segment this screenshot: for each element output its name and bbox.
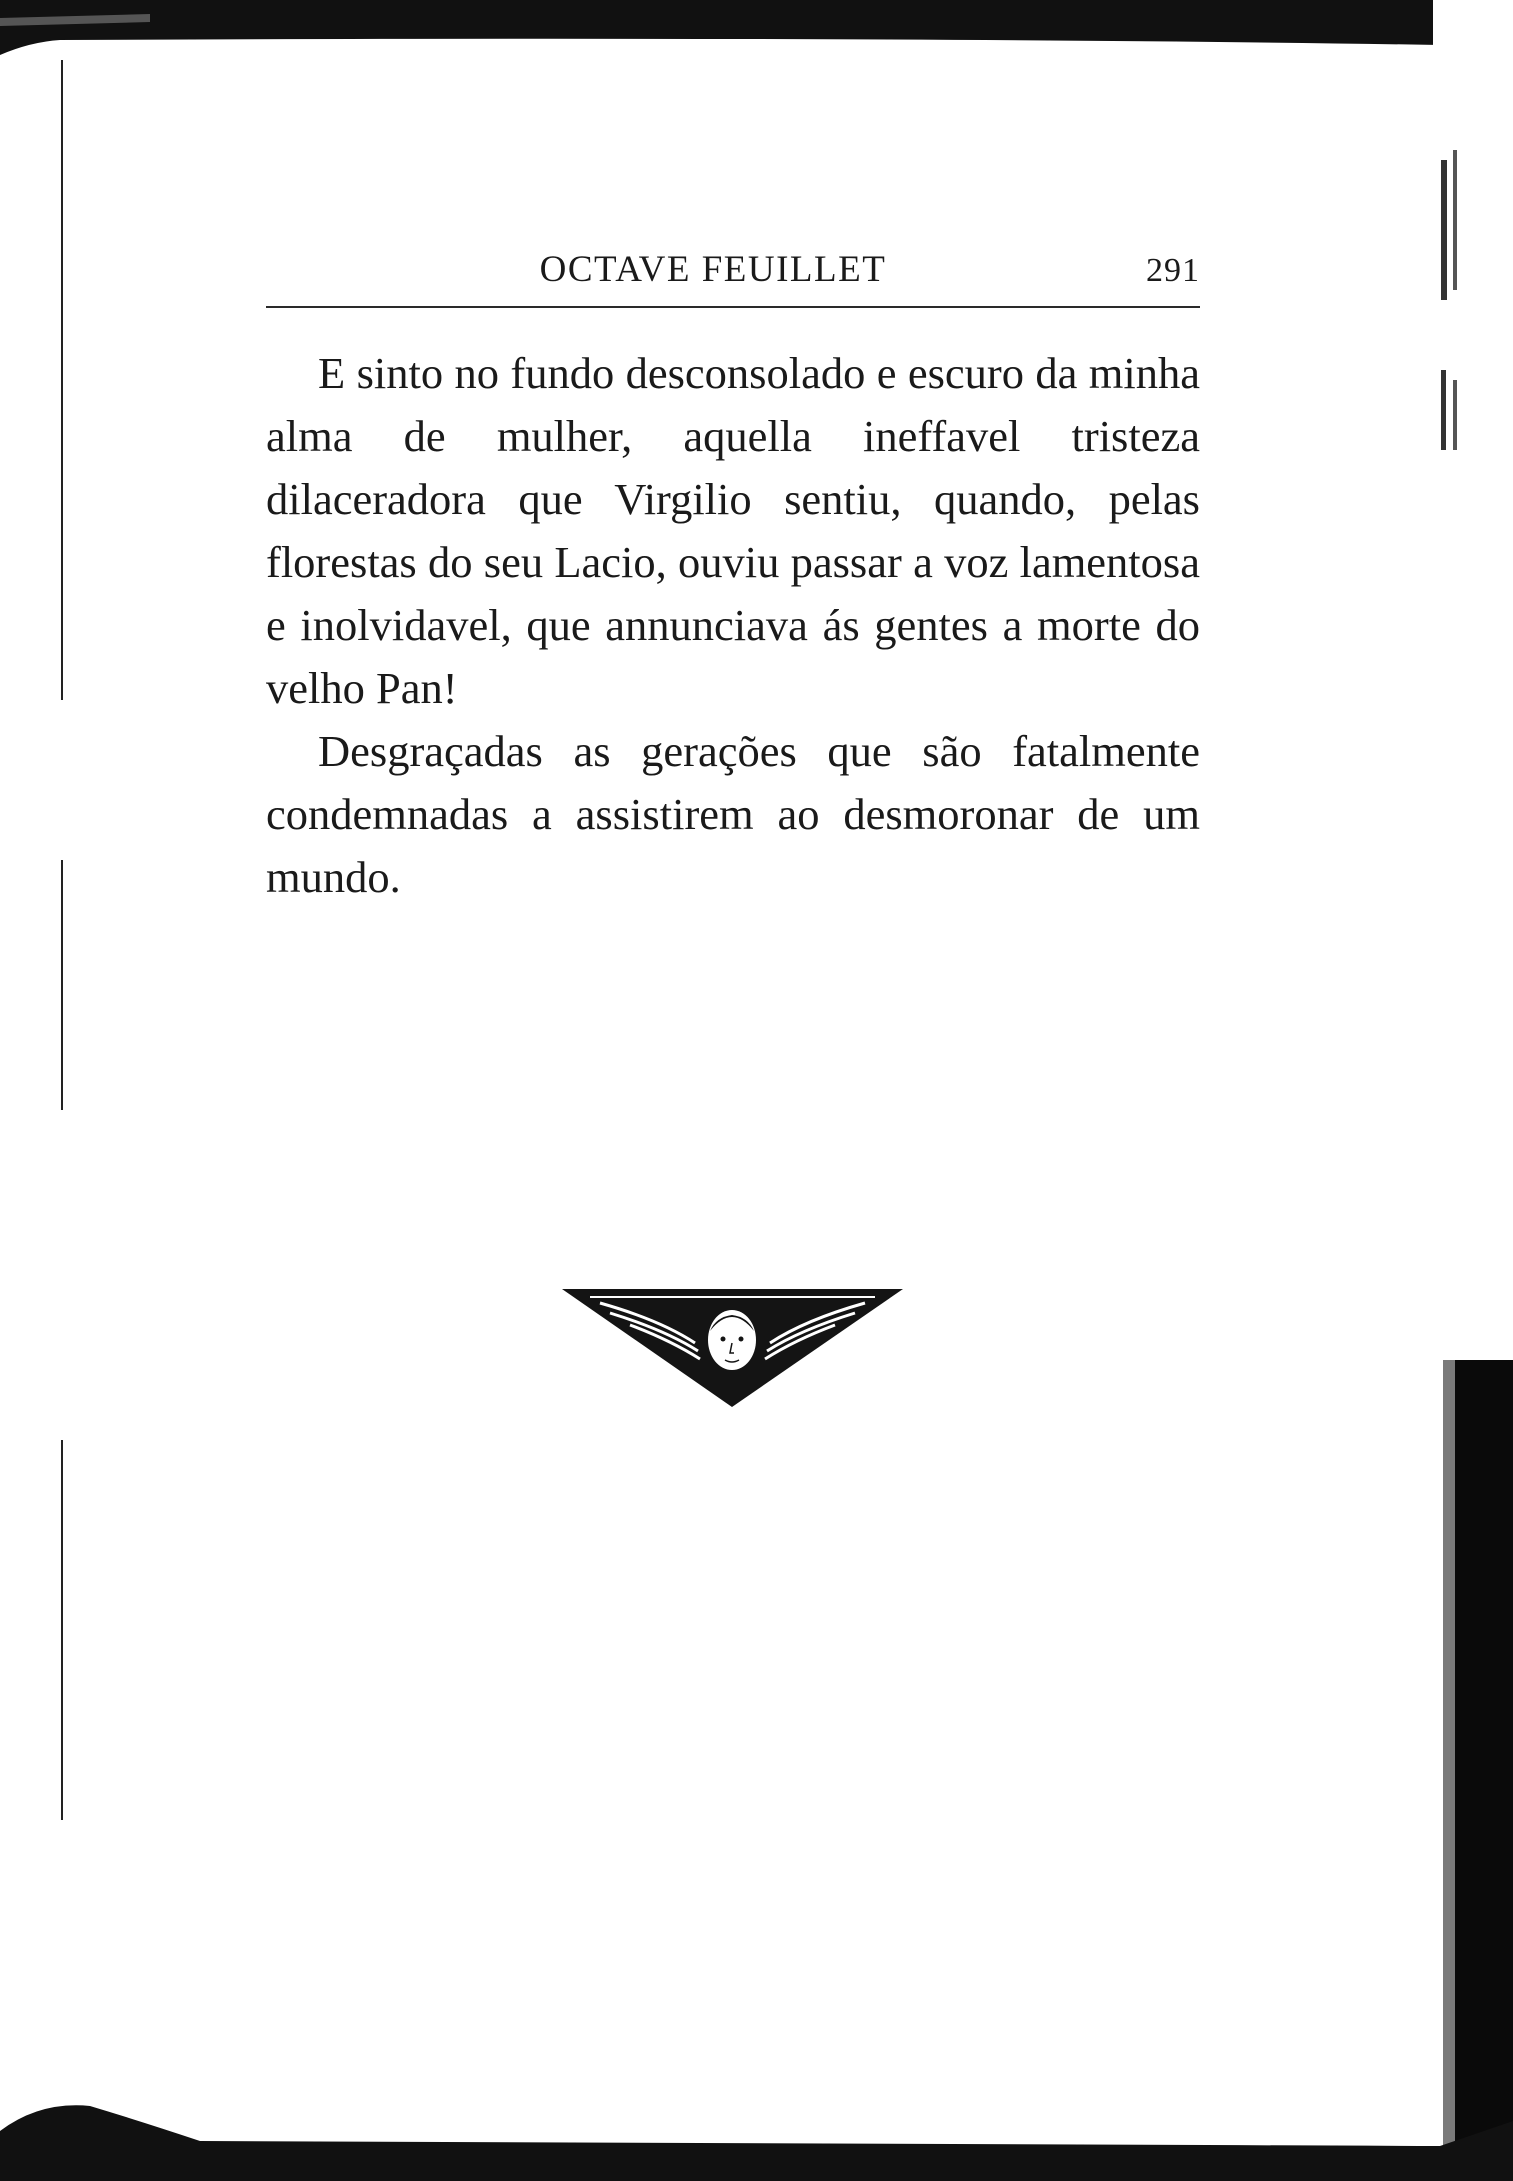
page-number: 291 [1146, 252, 1200, 289]
scan-bottom-edge [0, 2061, 1513, 2181]
scan-right-edge [1433, 0, 1513, 2181]
body-text [266, 342, 1200, 909]
paragraph-1: E sinto no fundo desconsolado e escuro da minha alma de mulher, aquella ineffavel tristeza dilaceradora que Virgilio sentiu, quando, pelas florestas do seu Lacio, ouviu passar a voz lamentosa e inolvidavel, que annunciava ás gentes a morte do velho Pan! [266, 348, 1200, 713]
winged-cherub-head-tailpiece-icon [560, 1285, 905, 1410]
scan-top-edge [0, 0, 1513, 60]
running-title: OCTAVE FEUILLET [539, 249, 887, 290]
book-page [266, 230, 1200, 909]
paragraph-2: Desgraçadas as gerações que são fatalmente condemnadas a assistirem ao desmoronar de um mundo. [266, 726, 1200, 902]
running-head [266, 230, 1200, 300]
scan-left-margin-line [60, 60, 64, 2120]
header-rule [266, 306, 1200, 308]
